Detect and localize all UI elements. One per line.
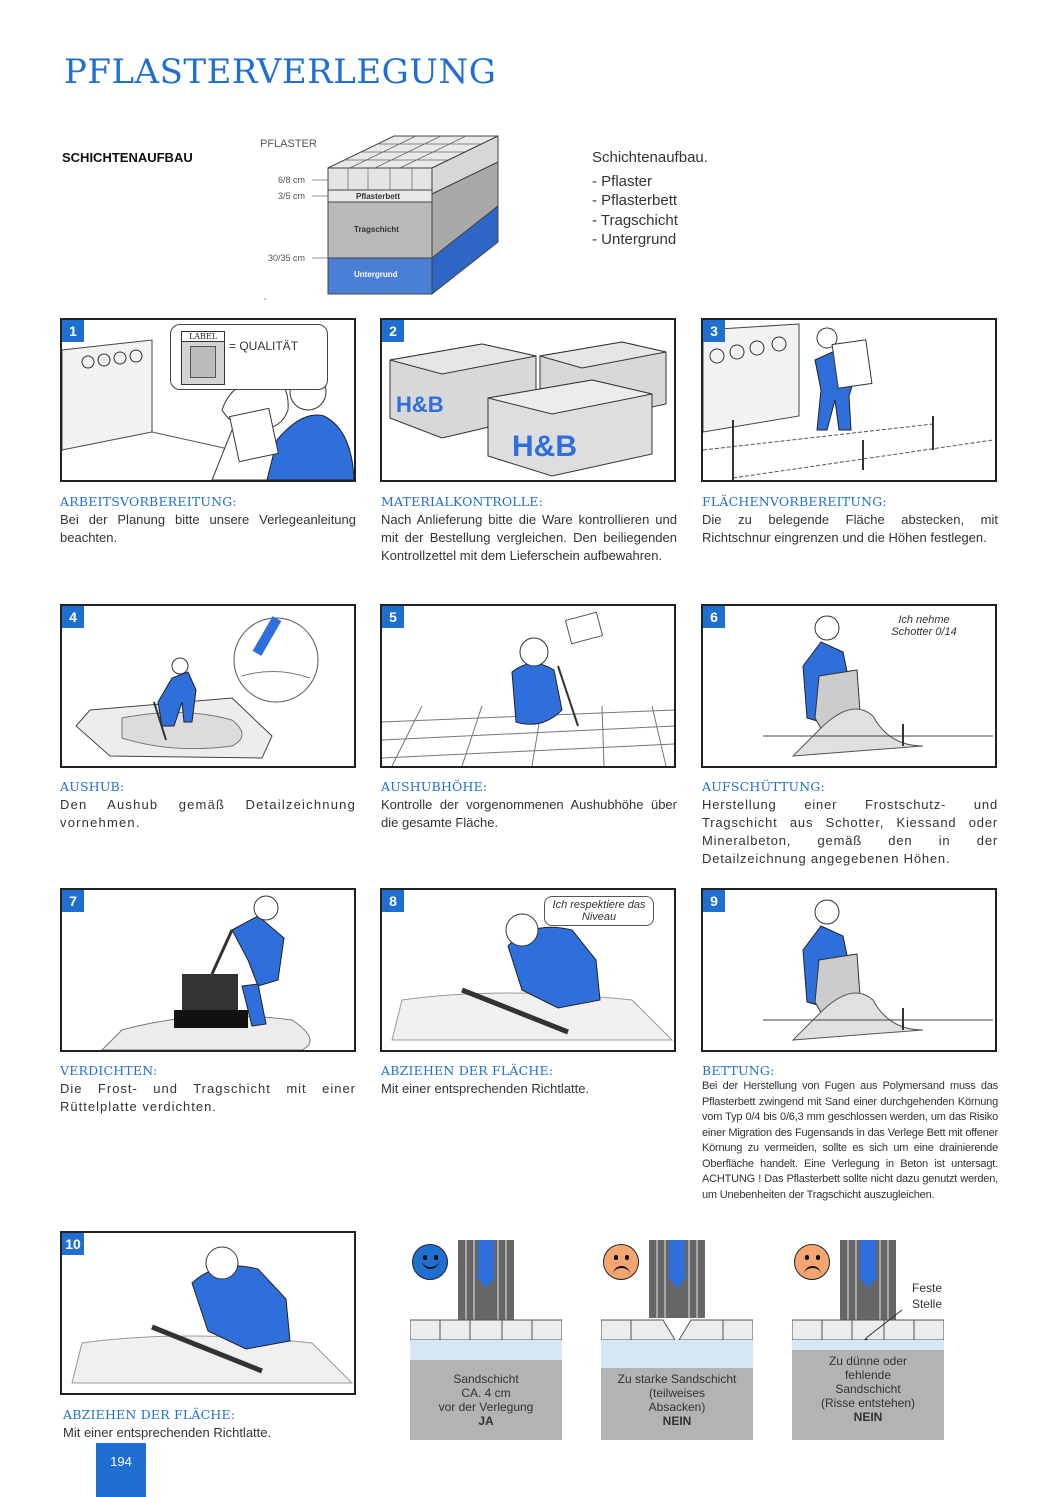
- step-4-drawing: [62, 606, 354, 766]
- step-6-text: Herstellung einer Frostschutz- und Tragschicht aus Schotter, Kiessand oder Mineralbeton, gemäß den in der Detailzeichnung angegebenen Höhen.: [702, 797, 998, 866]
- fixed-point-line: Feste: [911, 1281, 942, 1295]
- step-2-text: Nach Anlieferung bitte die Ware kontrollieren und mit der Bestellung vergleichen. Den beiliegenden Kontrollzettel mit dem Lieferschein aufbewahren.: [381, 512, 677, 563]
- layers-caption-item: - Tragschicht: [592, 211, 678, 229]
- step-5-text: Kontrolle der vorgenommenen Aushubhöhe über die gesamte Fläche.: [381, 797, 677, 830]
- step-9-drawing: [703, 890, 995, 1050]
- step-1-title: ARBEITSVORBEREITUNG:: [60, 494, 237, 509]
- sand-note-line: (teilweises: [648, 1386, 705, 1400]
- speech-bubble: [170, 324, 328, 390]
- brand-mark: H&B: [512, 430, 577, 463]
- step-9-title: BETTUNG:: [702, 1063, 775, 1078]
- step-5-title: AUSHUBHÖHE:: [381, 779, 488, 794]
- step-4-illustration: [60, 604, 356, 768]
- step-1-illustration: [60, 318, 356, 482]
- sand-note: [792, 1354, 944, 1424]
- step-10-drawing: [62, 1233, 354, 1393]
- step-number: 2: [382, 320, 404, 342]
- layer-diagram: [250, 132, 510, 302]
- step-number: 1: [62, 320, 84, 342]
- step-8-title: ABZIEHEN DER FLÄCHE:: [381, 1063, 554, 1078]
- sand-note-line: Sandschicht: [835, 1382, 901, 1396]
- sand-diagram-too-thin: [792, 1240, 944, 1440]
- layers-caption-item: - Pflaster: [592, 172, 653, 190]
- sand-note-line: vor der Verlegung: [438, 1400, 534, 1414]
- sand-note-line: Sandschicht: [453, 1372, 519, 1386]
- layers-caption-item: - Pflasterbett: [592, 192, 678, 209]
- sand-note: [410, 1372, 562, 1428]
- measure-paver: 6/8 cm: [278, 175, 306, 185]
- step-10-title: ABZIEHEN DER FLÄCHE:: [63, 1407, 236, 1422]
- page-number: 194: [96, 1443, 146, 1497]
- step-5-illustration: [380, 604, 676, 768]
- measure-base: 30/35 cm: [268, 253, 306, 263]
- sand-note-line: Zu dünne oder: [828, 1354, 908, 1368]
- layer-base-label: Tragschicht: [354, 225, 399, 234]
- fixed-point-line: Stelle: [911, 1297, 942, 1311]
- step-10-text: Mit einer entsprechenden Richtlatte.: [63, 1425, 272, 1440]
- measure-bed: 3/5 cm: [278, 191, 306, 201]
- brand-logo-icon: [190, 346, 216, 378]
- step-number: 3: [703, 320, 725, 342]
- layers-caption-title: Schichtenaufbau.: [592, 149, 708, 166]
- layers-caption-item: - Untergrund: [592, 231, 677, 248]
- step-2-title: MATERIALKONTROLLE:: [381, 494, 544, 509]
- step-6-title: AUFSCHÜTTUNG:: [702, 779, 825, 794]
- brand-mark: H&B: [396, 392, 444, 417]
- sand-note-line: Zu starke Sandschicht: [617, 1372, 737, 1386]
- step-7-text: Die Frost- und Tragschicht mit einer Rüttelplatte verdichten.: [60, 1081, 356, 1114]
- fixed-point-note: [910, 1280, 944, 1312]
- step-6-illustration: [701, 604, 997, 768]
- step-9-text: Bei der Herstellung von Fugen aus Polymersand muss das Pflasterbett zwingend mit Sand einer durchgehenden Körnung vom Typ 0/4 bis 0/6,3 mm geschlossen werden, um das Risiko einer Migration des Fugensands in das Verlege Bett mit offener Körnung zu vermeiden, sollte es sich um eine drainierende Oberfläche handelt. Eine Verlegung in Beton ist untersagt. ACHTUNG ! Das Pflasterbett sollte nicht dazu genutzt werden, um Unebenheiten der Tragschicht auszugleichen.: [702, 1080, 998, 1201]
- layers-caption: [592, 148, 708, 250]
- verdict-label: NEIN: [853, 1410, 883, 1424]
- step-8-text: Mit einer entsprechenden Richtlatte.: [381, 1081, 590, 1096]
- step-number: 6: [703, 606, 725, 628]
- step-3-illustration: [701, 318, 997, 482]
- step-number: 4: [62, 606, 84, 628]
- sand-note-line: fehlende: [844, 1368, 892, 1382]
- step-8-illustration: [380, 888, 676, 1052]
- sand-note-line: Absacken): [648, 1400, 706, 1414]
- section-label: SCHICHTENAUFBAU: [62, 150, 193, 165]
- sand-diagram-too-thick: [601, 1240, 753, 1440]
- sand-note-line: CA. 4 cm: [461, 1386, 511, 1400]
- sand-note: [601, 1372, 753, 1428]
- verdict-label: JA: [478, 1414, 494, 1428]
- step-5-drawing: [382, 606, 674, 766]
- step-10-illustration: [60, 1231, 356, 1395]
- step-2-illustration: [380, 318, 676, 482]
- step-7-title: VERDICHTEN:: [60, 1063, 158, 1078]
- verdict-label: NEIN: [662, 1414, 692, 1428]
- step-7-drawing: [62, 890, 354, 1050]
- speech-bubble-text: Ich nehme Schotter 0/14: [877, 612, 971, 640]
- speech-bubble-text: Ich respektiere das Niveau: [544, 896, 654, 926]
- step-4-text: Den Aushub gemäß Detailzeichnung vornehmen.: [60, 797, 356, 830]
- step-number: 7: [62, 890, 84, 912]
- happy-face-icon: [412, 1244, 448, 1280]
- step-number: 10: [62, 1233, 84, 1255]
- sad-face-icon: [794, 1244, 830, 1280]
- layer-ground-label: Untergrund: [354, 270, 398, 279]
- step-3-drawing: [703, 320, 995, 480]
- step-number: 9: [703, 890, 725, 912]
- quality-text: = QUALITÄT: [229, 339, 299, 353]
- step-3-title: FLÄCHENVORBEREITUNG:: [702, 494, 887, 509]
- step-4-title: AUSHUB:: [60, 779, 125, 794]
- label-badge-text: LABEL: [182, 332, 224, 342]
- sand-diagram-good: [410, 1240, 562, 1440]
- step-2-drawing: [382, 320, 674, 480]
- layer-bed-label: Pflasterbett: [356, 192, 401, 201]
- step-3-text: Die zu belegende Fläche abstecken, mit Richtschnur eingrenzen und die Höhen festlegen.: [702, 512, 998, 545]
- layer-top-label: PFLASTER: [260, 138, 317, 150]
- step-7-illustration: [60, 888, 356, 1052]
- step-number: 5: [382, 606, 404, 628]
- step-9-illustration: [701, 888, 997, 1052]
- sand-note-line: (Risse entstehen): [820, 1396, 916, 1410]
- step-1-text: Bei der Planung bitte unsere Verlegeanleitung beachten.: [60, 512, 356, 545]
- page-title: PFLASTERVERLEGUNG: [64, 52, 497, 92]
- label-badge: [181, 331, 225, 385]
- step-number: 8: [382, 890, 404, 912]
- sad-face-icon: [603, 1244, 639, 1280]
